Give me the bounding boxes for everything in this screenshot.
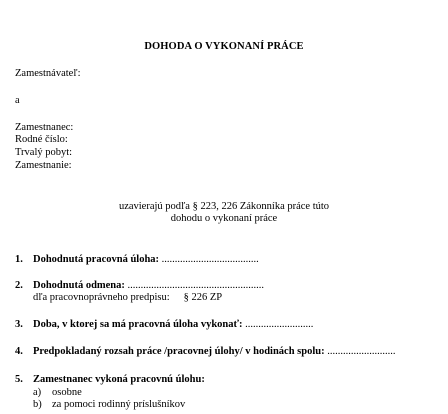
item-4 [33, 346, 396, 358]
item-3 [33, 319, 313, 331]
and-label: a [15, 95, 20, 106]
document-title: DOHODA O VYKONANÍ PRÁCE [144, 41, 304, 52]
intro-line-1: uzavierajú podľa § 223, 226 Zákonníka práce túto [118, 201, 330, 212]
item-sub-text: dľa pracovnoprávneho predpisu: [33, 292, 170, 303]
birth-number-label: Rodné číslo: [15, 134, 68, 145]
item-number: 1. [15, 254, 23, 265]
item-number: 5. [15, 374, 23, 385]
item-label: Dohodnutá pracovná úloha: [33, 254, 160, 265]
option-text: za pomoci rodinný príslušníkov [52, 399, 186, 410]
item-sub-value: § 226 ZP [183, 292, 223, 303]
item-value-dots: .................................................... [124, 280, 265, 291]
item-value-dots: .......................... [324, 346, 396, 357]
item-label: Zamestnanec vykoná pracovnú úlohu: [33, 374, 205, 385]
item-2-subline [33, 292, 222, 304]
item-label: Predpokladaný rozsah práce /pracovnej úlohy/ v hodinách spolu: [33, 346, 325, 357]
item-number: 2. [15, 280, 23, 291]
item-5 [33, 374, 205, 386]
employment-label: Zamestnanie: [15, 160, 72, 171]
item-2 [33, 280, 264, 292]
employer-label: Zamestnávateľ: [15, 68, 81, 79]
option-text: osobne [52, 387, 82, 398]
employee-label: Zamestnanec: [15, 122, 74, 133]
item-value-dots: .......................... [242, 319, 314, 330]
item-value-dots: ..................................... [159, 254, 259, 265]
residence-label: Trvalý pobyt: [15, 147, 73, 158]
option-b [33, 399, 185, 411]
intro-line-2: dohodu o vykonaní práce [170, 213, 278, 224]
option-a [33, 387, 82, 399]
option-letter: b) [33, 399, 42, 410]
item-number: 4. [15, 346, 23, 357]
option-letter: a) [33, 387, 42, 398]
item-number: 3. [15, 319, 23, 330]
item-label: Dohodnutá odmena: [33, 280, 125, 291]
item-1 [33, 254, 259, 266]
item-label: Doba, v ktorej sa má pracovná úloha vykonať: [33, 319, 243, 330]
